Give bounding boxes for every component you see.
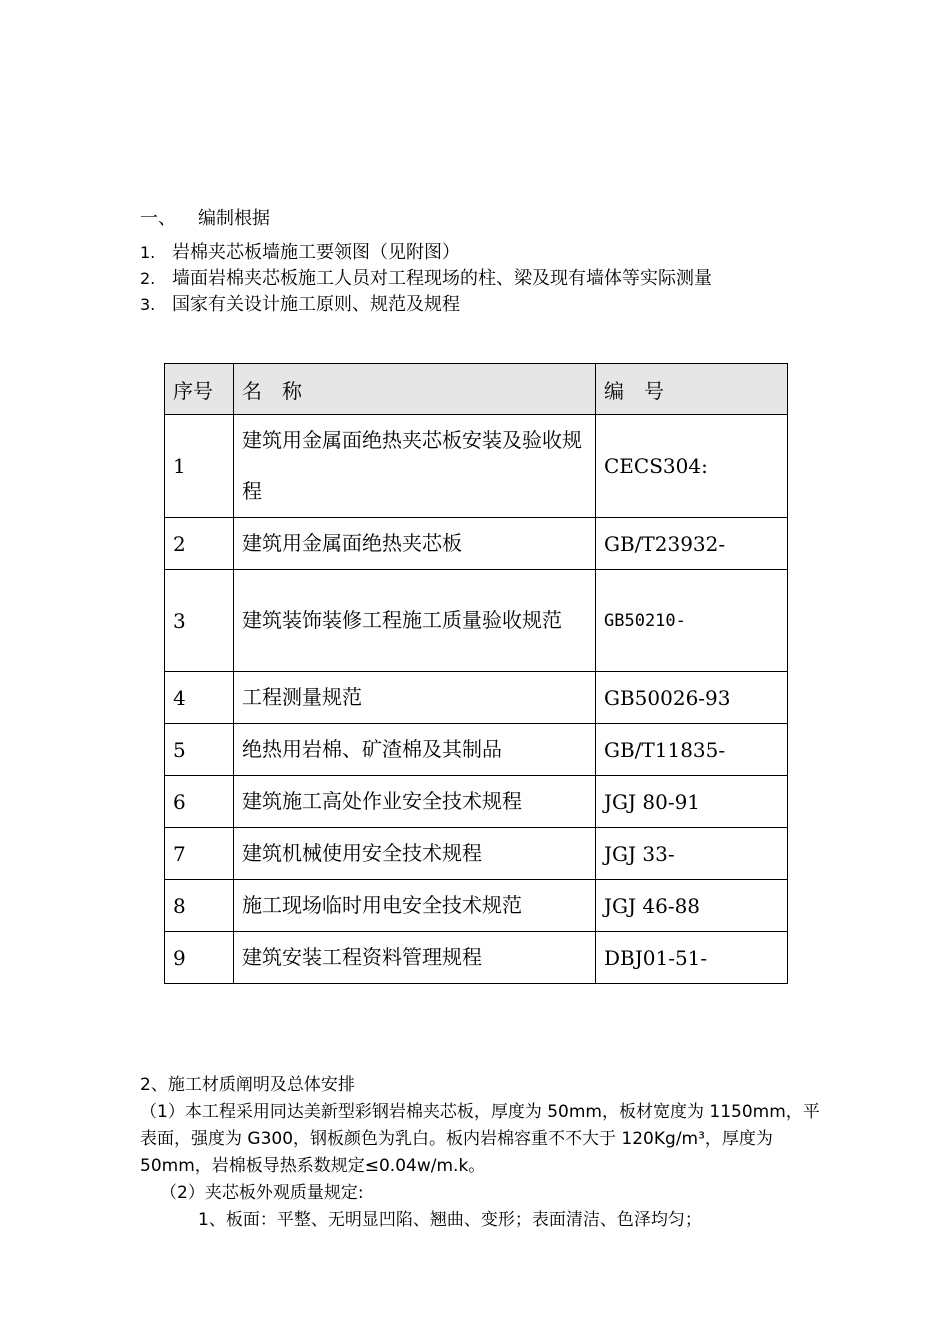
cell-code: JGJ 33- [596,828,788,880]
cell-name: 建筑用金属面绝热夹芯板安装及验收规程 [234,415,596,518]
section-2-paragraph-3: 1、板面：平整、无明显凹陷、翘曲、变形；表面清洁、色泽均匀； [198,1210,702,1230]
table-row [165,724,788,776]
table-row [165,672,788,724]
table-row [165,776,788,828]
cell-code: GB/T23932- [596,518,788,570]
standards-table [164,363,788,984]
list-item-text: 国家有关设计施工原则、规范及规程 [172,294,460,315]
cell-name: 建筑用金属面绝热夹芯板 [234,518,596,570]
header-no: 序号 [165,364,234,415]
cell-no: 1 [165,415,234,518]
section-2-paragraph-1: （1）本工程采用同达美新型彩钢岩棉夹芯板，厚度为 50mm，板材宽度为 1150mm，平表面，强度为 G300，钢板颜色为乳白。板内岩棉容重不不大于 120Kg/m³，厚度为 50mm，岩棉板导热系数规定≤0.04w/m.k。 [140,1102,820,1176]
table-row [165,828,788,880]
section-1-heading [140,204,270,230]
cell-name: 工程测量规范 [234,672,596,724]
header-code: 编 号 [596,364,788,415]
cell-code: GB50026-93 [596,672,788,724]
cell-no: 9 [165,932,234,984]
table-row [165,880,788,932]
table-row [165,570,788,672]
list-item [140,266,712,292]
list-item-text: 岩棉夹芯板墙施工要领图（见附图） [172,242,460,263]
list-item-text: 墙面岩棉夹芯板施工人员对工程现场的柱、梁及现有墙体等实际测量 [172,268,712,289]
cell-name: 建筑安装工程资料管理规程 [234,932,596,984]
cell-no: 3 [165,570,234,672]
section-2-paragraph-2: （2）夹芯板外观质量规定: [160,1183,364,1203]
cell-name: 建筑装饰装修工程施工质量验收规范 [234,570,596,672]
list-item-index: 2. [140,269,156,288]
section-1-title: 编制根据 [198,208,270,229]
cell-no: 8 [165,880,234,932]
cell-code: GB50210- [596,570,788,672]
cell-code: JGJ 46-88 [596,880,788,932]
cell-code: DBJ01-51- [596,932,788,984]
list-item [140,240,712,266]
table-row [165,415,788,518]
list-item-index: 1. [140,243,156,262]
cell-code: GB/T11835- [596,724,788,776]
list-item-index: 3. [140,295,156,314]
section-1-number: 一、 [140,208,176,229]
cell-code: CECS304: [596,415,788,518]
basis-list [140,240,712,318]
table-row [165,518,788,570]
cell-no: 5 [165,724,234,776]
cell-name: 建筑施工高处作业安全技术规程 [234,776,596,828]
cell-name: 建筑机械使用安全技术规程 [234,828,596,880]
list-item [140,292,712,318]
table-row [165,932,788,984]
cell-name: 绝热用岩棉、矿渣棉及其制品 [234,724,596,776]
table-header-row [165,364,788,415]
cell-no: 6 [165,776,234,828]
cell-name: 施工现场临时用电安全技术规范 [234,880,596,932]
cell-no: 7 [165,828,234,880]
cell-no: 2 [165,518,234,570]
section-2 [140,1072,830,1234]
section-2-title: 2、施工材质阐明及总体安排 [140,1075,355,1095]
header-name: 名 称 [234,364,596,415]
cell-code: JGJ 80-91 [596,776,788,828]
cell-no: 4 [165,672,234,724]
